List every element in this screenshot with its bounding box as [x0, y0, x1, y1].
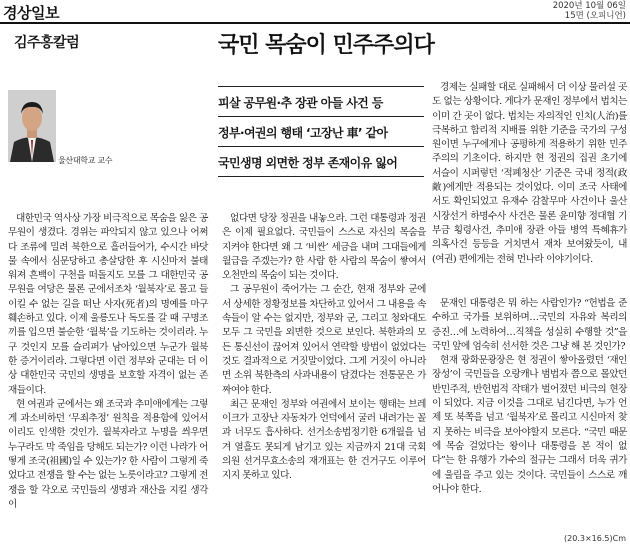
paragraph: 없다면 당장 정권을 내놓으라. 그런 대통령과 정권은 이제 필요없다. 국민들이 스스로 자신의 목숨을 지켜야 한다면 왜 그 ‘비싼’ 세금을 내며 그대들에게 월급을 주겠는가? 한 사람 한 사람의 목숨이 쌓여서 오천만의 목숨이 되는 것이다.	[222, 213, 426, 282]
paragraph: 현 여권과 군에서는 왜 조국과 추미애에게는 그렇게 과소비하던 ‘무죄추정’ 원칙을 적용함에 있어서 이리도 인색한 것인가. 월북자라고 누명을 씌우면 누구라도 막 죽임을 당해도 되는가? 이런 나라가 어떻게 조국(祖國)일 수 있는가? 한 사람이 그렇게 죽었다고 전쟁을 할 수는 없는 노릇이라고? 그렇게 전쟁을 할 각오로 국민들의 생명과 재산을 지킬 생각이	[8, 398, 208, 510]
paragraph: 문재인 대통령은 뭐 하는 사람인가? “헌법을 준수하고 국가를 보위하며…국민의 자유와 복리의 증진…에 노력하여…직책을 성실히 수행할 것”을 국민 앞에 엄숙히 선서한 것은 그냥 해 본 것인가?	[432, 298, 627, 352]
paragraph: 대한민국 역사상 가장 비극적으로 목숨을 잃은 공무원이 생겼다. 경위는 파악되지 않고 있으나 어쩌다 조류에 밀려 북한으로 흘러들어가, 수시간 바닷물 속에서 심문당하고 총살당한 후 시신마저 불태워져 흔백이 구천을 떠돌지도 모를 그 대한민국 공무원을 여당은 물론 군에서조차 ‘월북자’로 몰고 들이킬 수 없는 길을 떠난 사자(死者)의 명예를 마구 훼손하고 있다. 이제 울릉도나 독도를 갈 때 구명조끼를 입으면 불순한 ‘월북’을 기도하는 것이리라. 누구 것인지 모를 슬리퍼가 남아있으면 누군가 월북한 증거이리라. 그렇다면 이런 정부와 군대는 더 이상 대한민국 국민의 생명을 보호할 자격이 없는 존재들이다.	[8, 213, 208, 396]
size-note: (20.3×16.5)Cm	[564, 534, 626, 543]
body-column-2	[222, 212, 426, 484]
author-portrait	[8, 90, 56, 162]
author-caption: 울산대학교 교수	[58, 156, 113, 165]
paragraph: 현재 광화문광장은 현 정권이 쌓아올렸던 ‘재인장성’이 국민들을 오랑캐나 범법자 쯤으로 몰았던 반민주적, 반헌법적 작태가 벌어졌던 비극의 현장이 되었다. 지금 이것을 그대로 넘긴다면, 누가 언제 또 북쪽을 넘고 ‘월북자’로 몰리고 시신마저 찾지 못하는 비극을 보아야할지 모른다. “국민 때문에 목숨 걸었다는 왕이나 대통령을 본 적이 없다”는 한 유행가 가수의 절규는 그래서 더욱 귀가에 울림을 주고 있는 것이다. 국민들이 스스로 깨어나야 한다.	[432, 355, 627, 495]
body-column-right-top	[432, 81, 627, 267]
masthead-rule	[0, 22, 630, 24]
body-column-3	[432, 297, 627, 497]
deck-line-3: 국민생명 외면한 정부 존재이유 잃어	[218, 156, 398, 170]
newspaper-logo: 경상일보	[3, 4, 59, 22]
paragraph: 경제는 실패할 대로 실패해서 더 이상 물러설 곳도 없는 상황이다. 게다가 문재인 정부에서 법치는 이미 간 곳이 없다. 법치는 자의적인 인치(人治)를 극복하고 합리적 지배를 위한 기준을 국가의 구성원이면 누구에게나 공평하게 적용하기 위한 민주주의의 기초이다. 하지만 현 정권의 집권 초기에 서슬이 시퍼렇던 ‘적폐청산’ 기준은 국내 정적(政敵)에게만 적용되는 것이었다. 이미 조국 사태에서도 확인되었고 유재수 감찰무마 사건이나 울산시장선거 하명수사 사건은 물론 윤미향 정대협 기부금 횡령사건, 추미애 장관 아들 병역 특혜휴가 의혹사건 등등을 거치면서 재차 보여왔듯이, 내(여권) 편에게는 전혀 먼나라 이야기이다.	[432, 82, 627, 265]
deck-line-1: 피살 공무원·추 장관 아들 사건 등	[218, 96, 383, 110]
body-column-1	[8, 212, 208, 512]
paragraph: 최근 문재인 정부와 여권에서 보이는 행태는 브레이크가 고장난 자동차가 언덕에서 굴러 내려가는 꼴과 너무도 흡사하다. 선거소송법정기한 6개월을 넘겨 열흘도 못되게 남기고 있는 지금까지 21대 국회의원 선거무효소송의 재개표는 한 건거구도 이루어지지 못하고 있다.	[222, 398, 426, 482]
deck-rule	[218, 146, 424, 147]
masthead	[0, 0, 630, 22]
deck-line-2: 정부·여권의 행태 ‘고장난 車’ 같아	[218, 126, 388, 140]
publish-date: 2020년 10월 06일	[552, 1, 626, 11]
deck-rule	[218, 86, 424, 87]
column-name: 김주홍칼럼	[14, 35, 80, 51]
article-title: 국민 목숨이 민주주의다	[218, 33, 434, 58]
person-icon	[8, 90, 56, 162]
deck-rule	[218, 176, 424, 177]
deck-rule	[218, 116, 424, 117]
page-label: 15면 (오피니언)	[564, 11, 626, 21]
paragraph: 그 공무원이 죽어가는 그 순간, 현재 정부와 군에서 상세한 정황정보를 차단하고 있어서 그 내용을 속속들이 알 수는 없지만, 정부와 군, 그리고 청와대도 모두 그 국민을 외면한 것으로 보인다. 북한과의 모든 통신선이 끊어져 있어서 연락할 방법이 없었다는 것도 결과적으로 거짓말이었다. 그게 거짓이 아니라면 소위 북한측의 사과내용이 담겼다는 전통문은 가짜여야 한다.	[222, 284, 426, 396]
dateline	[553, 1, 626, 21]
